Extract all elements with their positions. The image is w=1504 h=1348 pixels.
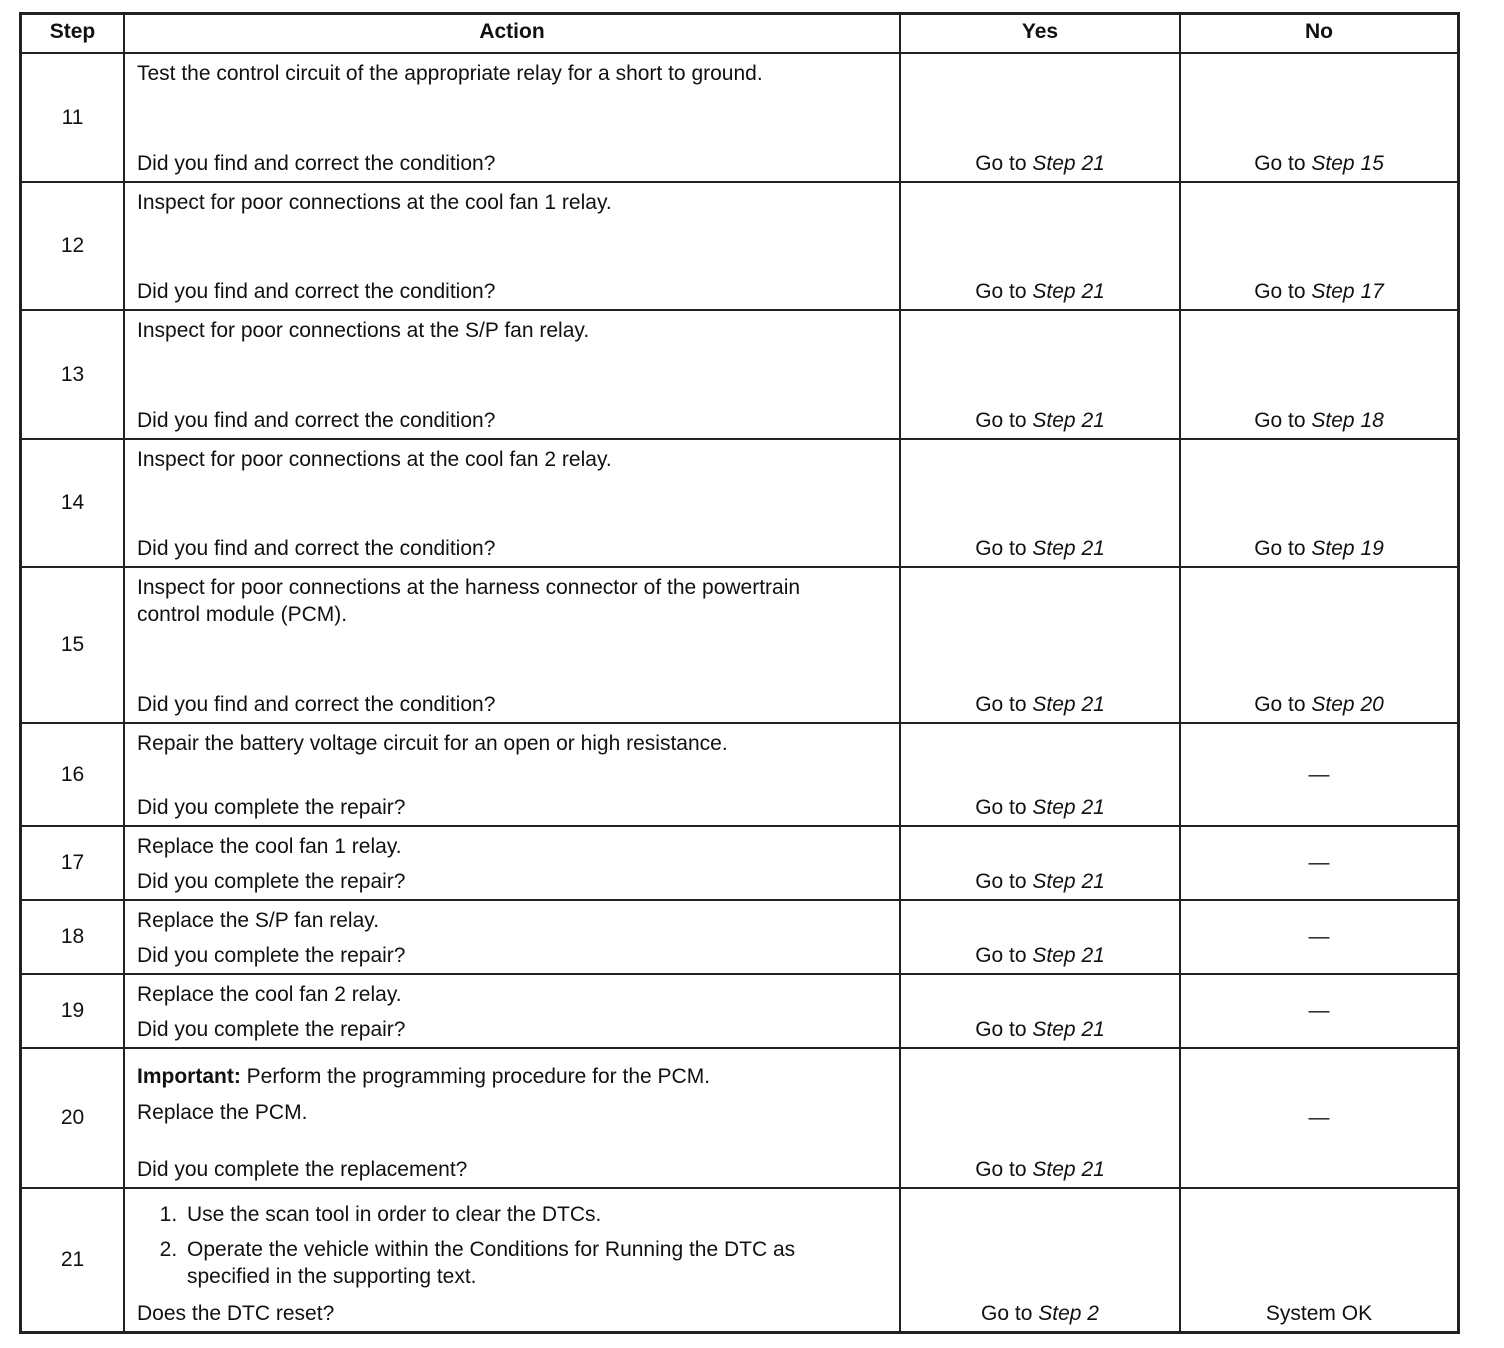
important-note: Important: Perform the programming procedure for the PCM. bbox=[137, 1065, 711, 1088]
yes-result: Go to Step 2 bbox=[981, 1302, 1099, 1325]
list-item: 1. Use the scan tool in order to clear the DTCs. bbox=[183, 1201, 849, 1228]
question-text: Did you complete the repair? bbox=[137, 870, 406, 893]
step-number: 14 bbox=[60, 491, 85, 514]
header-row bbox=[22, 15, 1457, 52]
question-text: Did you complete the repair? bbox=[137, 796, 406, 819]
table-row bbox=[22, 825, 1457, 899]
no-result: — bbox=[1308, 762, 1330, 786]
step-number: 17 bbox=[60, 851, 85, 874]
action-text: Inspect for poor connections at the S/P fan relay. bbox=[137, 319, 590, 342]
table-row bbox=[22, 722, 1457, 825]
no-result: Go to Step 17 bbox=[1254, 280, 1384, 303]
question-text: Did you complete the replacement? bbox=[137, 1158, 468, 1181]
header-no: No bbox=[1179, 15, 1457, 52]
action-text: Inspect for poor connections at the harness connector of the powertrain control module (PCM). bbox=[137, 576, 801, 626]
action-text: Replace the cool fan 1 relay. bbox=[137, 835, 402, 858]
step-number: 12 bbox=[60, 234, 85, 257]
table-row bbox=[22, 309, 1457, 438]
table-row bbox=[22, 52, 1457, 181]
question-text: Did you find and correct the condition? bbox=[137, 409, 496, 432]
step-number: 11 bbox=[61, 105, 84, 129]
question-text: Did you find and correct the condition? bbox=[137, 693, 496, 716]
action-text: Inspect for poor connections at the cool fan 1 relay. bbox=[137, 191, 612, 214]
yes-result: Go to Step 21 bbox=[975, 1018, 1105, 1041]
header-step: Step bbox=[49, 20, 96, 43]
no-result: — bbox=[1308, 1106, 1330, 1129]
header-action: Action bbox=[123, 15, 899, 52]
step-number: 16 bbox=[60, 762, 85, 786]
no-result: System OK bbox=[1265, 1302, 1373, 1325]
action-list bbox=[125, 1201, 849, 1298]
step-number: 21 bbox=[60, 1248, 85, 1271]
yes-result: Go to Step 21 bbox=[975, 693, 1105, 716]
table-row bbox=[22, 899, 1457, 973]
table-row bbox=[22, 438, 1457, 566]
step-number: 13 bbox=[60, 362, 85, 386]
table-row bbox=[22, 566, 1457, 722]
question-text: Does the DTC reset? bbox=[137, 1302, 335, 1325]
no-result: Go to Step 19 bbox=[1254, 537, 1384, 560]
yes-result: Go to Step 21 bbox=[975, 796, 1105, 819]
yes-result: Go to Step 21 bbox=[975, 944, 1105, 967]
list-item: 2. Operate the vehicle within the Conditions for Running the DTC as specified in the supporting text. bbox=[183, 1236, 849, 1290]
step-number: 15 bbox=[60, 633, 85, 656]
action-text: Replace the S/P fan relay. bbox=[137, 909, 380, 932]
action-text: Repair the battery voltage circuit for an open or high resistance. bbox=[137, 732, 728, 755]
no-result: — bbox=[1308, 999, 1330, 1022]
question-text: Did you complete the repair? bbox=[137, 1018, 406, 1041]
table-row bbox=[22, 1047, 1457, 1187]
yes-result: Go to Step 21 bbox=[975, 1158, 1105, 1181]
step-number: 19 bbox=[60, 999, 85, 1022]
step-number: 18 bbox=[60, 925, 85, 948]
action-text: Replace the PCM. bbox=[137, 1101, 308, 1124]
header-yes: Yes bbox=[899, 15, 1179, 52]
yes-result: Go to Step 21 bbox=[975, 537, 1105, 560]
diagnostic-table bbox=[19, 12, 1460, 1334]
question-text: Did you complete the repair? bbox=[137, 944, 406, 967]
table-row bbox=[22, 973, 1457, 1047]
no-result: — bbox=[1308, 851, 1330, 874]
action-text: Test the control circuit of the appropriate relay for a short to ground. bbox=[137, 62, 763, 85]
table-row bbox=[22, 181, 1457, 309]
no-result: Go to Step 15 bbox=[1254, 152, 1384, 175]
yes-result: Go to Step 21 bbox=[975, 280, 1105, 303]
no-result: Go to Step 20 bbox=[1254, 693, 1384, 716]
question-text: Did you find and correct the condition? bbox=[137, 280, 496, 303]
action-text: Replace the cool fan 2 relay. bbox=[137, 983, 402, 1006]
yes-result: Go to Step 21 bbox=[975, 870, 1105, 893]
step-number: 20 bbox=[60, 1106, 85, 1129]
question-text: Did you find and correct the condition? bbox=[137, 537, 496, 560]
table-row bbox=[22, 1187, 1457, 1331]
yes-result: Go to Step 21 bbox=[975, 409, 1105, 432]
no-result: Go to Step 18 bbox=[1254, 409, 1384, 432]
action-text: Inspect for poor connections at the cool fan 2 relay. bbox=[137, 448, 612, 471]
question-text: Did you find and correct the condition? bbox=[137, 152, 496, 175]
yes-result: Go to Step 21 bbox=[975, 152, 1105, 175]
no-result: — bbox=[1308, 925, 1330, 948]
